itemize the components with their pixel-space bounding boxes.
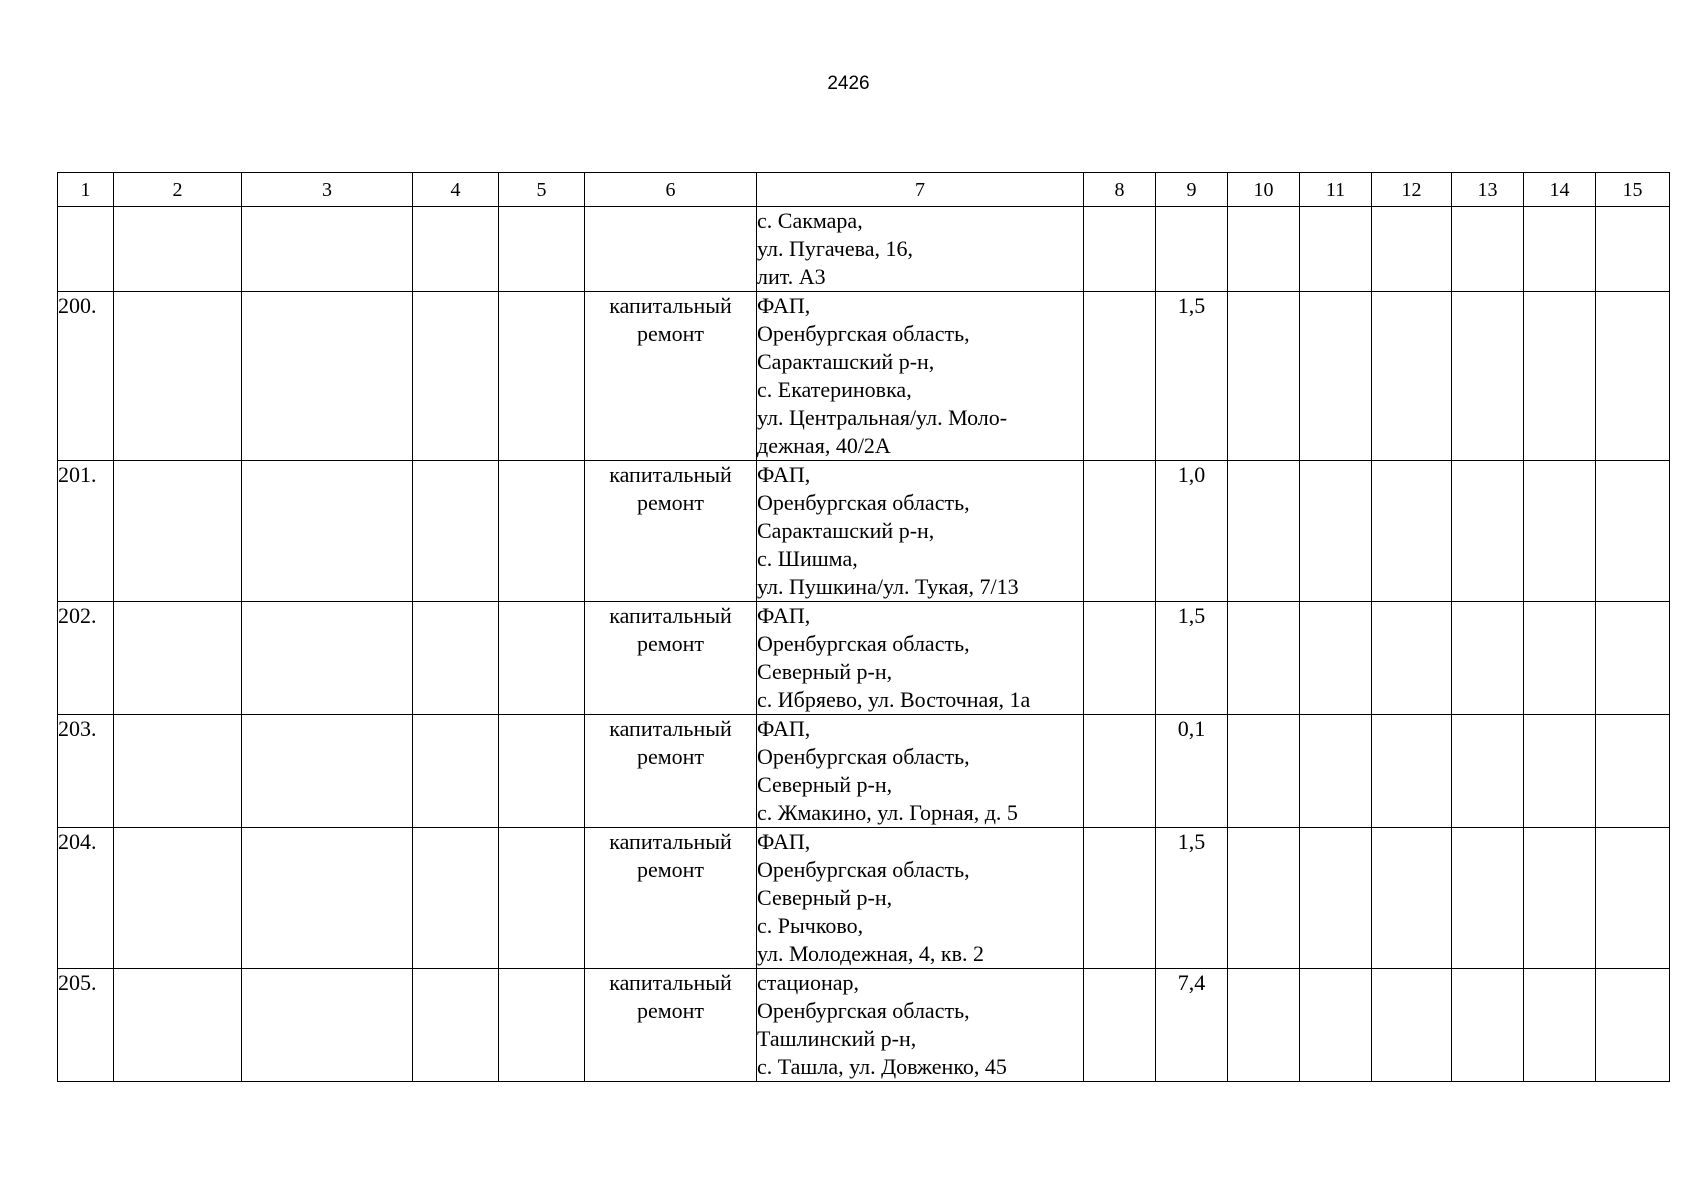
- work-type: капитальный ремонт: [585, 461, 757, 602]
- row-number: 205.: [58, 969, 114, 1082]
- table-row: [58, 969, 1670, 1082]
- value-cell: 1,0: [1156, 461, 1228, 602]
- page-number: 2426: [827, 73, 870, 94]
- work-type: [585, 207, 757, 292]
- column-number-row: [58, 173, 1670, 207]
- row-number: 200.: [58, 292, 114, 461]
- object-address: ФАП, Оренбургская область, Северный р-н, с. Рычково, ул. Молодежная, 4, кв. 2: [757, 828, 1084, 969]
- column-header: 8: [1084, 173, 1156, 207]
- column-header: 10: [1228, 173, 1300, 207]
- column-header: 2: [114, 173, 242, 207]
- column-header: 5: [499, 173, 585, 207]
- object-address: ФАП, Оренбургская область, Северный р-н, с. Жмакино, ул. Горная, д. 5: [757, 715, 1084, 828]
- object-address: стационар, Оренбургская область, Ташлинский р-н, с. Ташла, ул. Довженко, 45: [757, 969, 1084, 1082]
- object-address: ФАП, Оренбургская область, Саракташский р-н, с. Шишма, ул. Пушкина/ул. Тукая, 7/13: [757, 461, 1084, 602]
- column-header: 4: [413, 173, 499, 207]
- table-row: [58, 292, 1670, 461]
- table-row: [58, 207, 1670, 292]
- column-header: 15: [1596, 173, 1670, 207]
- work-type: капитальный ремонт: [585, 969, 757, 1082]
- row-number: 201.: [58, 461, 114, 602]
- work-type: капитальный ремонт: [585, 715, 757, 828]
- column-header: 14: [1524, 173, 1596, 207]
- column-header: 6: [585, 173, 757, 207]
- row-number: 203.: [58, 715, 114, 828]
- table-row: [58, 715, 1670, 828]
- row-number: [58, 207, 114, 292]
- column-header: 7: [757, 173, 1084, 207]
- work-type: капитальный ремонт: [585, 292, 757, 461]
- column-header: 3: [242, 173, 413, 207]
- value-cell: 1,5: [1156, 828, 1228, 969]
- table-row: [58, 828, 1670, 969]
- value-cell: [1156, 207, 1228, 292]
- column-header: 9: [1156, 173, 1228, 207]
- value-cell: 0,1: [1156, 715, 1228, 828]
- object-address: ФАП, Оренбургская область, Саракташский р-н, с. Екатериновка, ул. Центральная/ул. Моло- дежная, 40/2А: [757, 292, 1084, 461]
- column-header: 11: [1300, 173, 1372, 207]
- data-table: [57, 172, 1670, 1082]
- row-number: 202.: [58, 602, 114, 715]
- value-cell: 1,5: [1156, 292, 1228, 461]
- row-number: 204.: [58, 828, 114, 969]
- work-type: капитальный ремонт: [585, 602, 757, 715]
- column-header: 13: [1452, 173, 1524, 207]
- work-type: капитальный ремонт: [585, 828, 757, 969]
- object-address: ФАП, Оренбургская область, Северный р-н, с. Ибряево, ул. Восточная, 1а: [757, 602, 1084, 715]
- table-row: [58, 602, 1670, 715]
- column-header: 1: [58, 173, 114, 207]
- table-row: [58, 461, 1670, 602]
- value-cell: 1,5: [1156, 602, 1228, 715]
- column-header: 12: [1372, 173, 1452, 207]
- value-cell: 7,4: [1156, 969, 1228, 1082]
- object-address: с. Сакмара, ул. Пугачева, 16, лит. А3: [757, 207, 1084, 292]
